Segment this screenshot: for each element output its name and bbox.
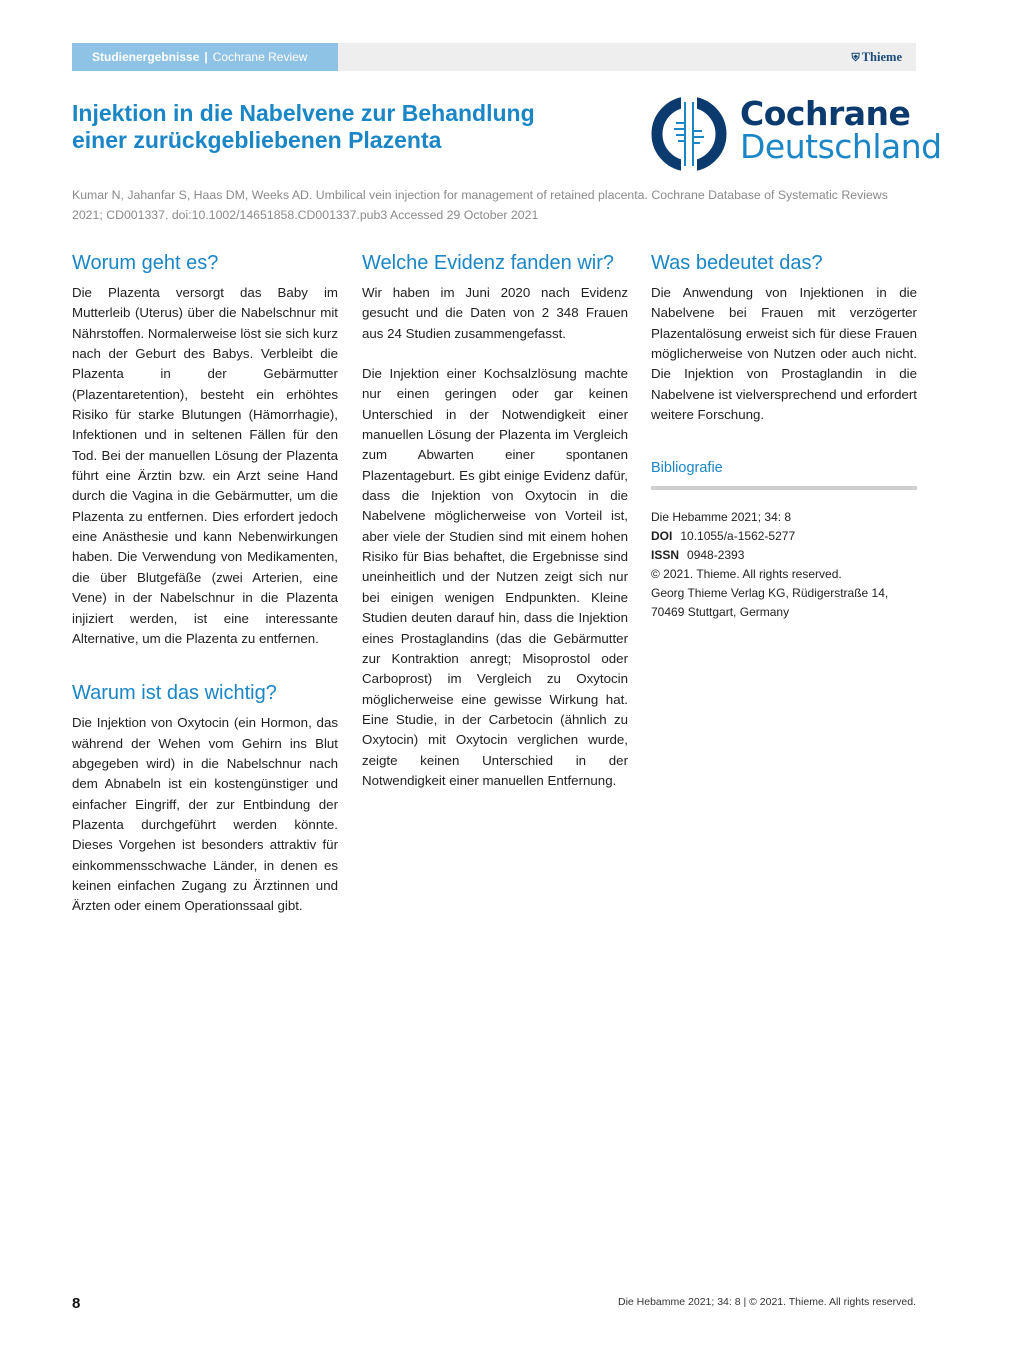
cochrane-circle-icon xyxy=(650,95,728,173)
bibliography-block xyxy=(651,508,917,622)
bibliography-address-2: 70469 Stuttgart, Germany xyxy=(651,605,790,620)
column-1 xyxy=(72,250,338,917)
column-2 xyxy=(362,250,628,791)
heading-evidenz: Welche Evidenz fanden wir? xyxy=(362,252,614,274)
section-separator: | xyxy=(204,50,208,64)
heading-was-bedeutet-das: Was bedeutet das? xyxy=(651,252,823,274)
issn-value: 0948-2393 xyxy=(687,548,745,563)
footer-text: Die Hebamme 2021; 34: 8 | © 2021. Thieme. All rights reserved. xyxy=(617,1296,916,1308)
paragraph-was-bedeutet-das: Die Anwendung von Injektionen in die Nabelvene bei Frauen mit verzögerter Plazentalösung erweist sich für diese Frauen möglicherweise von Nutzen oder auch nicht. Die Injektion von Prostaglandin in die Nabelvene ist vielversprechend und erfordert weitere Forschung. xyxy=(651,285,917,423)
bibliography-address-1: Georg Thieme Verlag KG, Rüdigerstraße 14, xyxy=(651,586,889,601)
bibliography-divider xyxy=(651,486,917,490)
doi-value: 10.1055/a-1562-5277 xyxy=(680,529,796,544)
paragraph-evidenz-2: Die Injektion einer Kochsalzlösung machte nur einen geringen oder gar keinen Unterschied in der Notwendigkeit einer manuellen Lösung der Plazenta im Vergleich zum Abwarten einer spontanen Plazentageburt. Es gibt einige Evidenz dafür, dass die Injektion von Oxytocin in die Nabelvene möglicherweise von Vorteil ist, aber viele der Studien sind mit einem hohen Risiko für Bias behaftet, die Ergebnisse sind uneinheitlich und der Nutzen zeigt sich nur bei einigen wenigen Endpunkten. Kleine Studien deuten darauf hin, dass die Injektion eines Prostaglandins (das die Gebärmutter zur Kontraktion anregt; Misoprostol oder Carboprost) im Vergleich zu Oxytocin möglicherweise eine gewisse Wirkung hat. Eine Studie, in der Carbetocin (ähnlich zu Oxytocin) mit Oxytocin verglichen wurde, zeigte keinen Unterschied in der Notwendigkeit einer manuellen Entfernung. xyxy=(362,366,628,788)
logo-line-2: Deutschland xyxy=(740,127,942,166)
paragraph-warum-wichtig: Die Injektion von Oxytocin (ein Hormon, das während der Wehen vom Gehirn ins Blut abgegeben wird) in die Nabelschnur nach dem Abnabeln ist ein kostengünstiger und einfacher Eingriff, der zur Entbindung der Plazenta durchgeführt werden könnte. Dieses Vorgehen ist besonders attraktiv für einkommensschwache Länder, in denen es keinen einfachen Zugang zu Ärztinnen und Ärzten oder einem Operationssaal gibt. xyxy=(72,715,338,914)
issn-label: ISSN xyxy=(651,548,680,563)
publisher-name: Thieme xyxy=(861,50,902,64)
bibliography-heading: Bibliografie xyxy=(651,460,723,477)
subsection-label: Cochrane Review xyxy=(212,50,308,64)
section-label: Studienergebnisse xyxy=(92,50,200,64)
citation: Kumar N, Jahanfar S, Haas DM, Weeks AD. Umbilical vein injection for management of retained placenta. Cochrane Database of Systematic Reviews 2021; CD001337. doi:10.1002/14651858.CD001337.pub3 Accessed 29 October 2021 xyxy=(72,188,888,222)
doi-label: DOI xyxy=(651,529,673,544)
bibliography-doi-row xyxy=(651,527,917,546)
heading-worum-geht-es: Worum geht es? xyxy=(72,252,219,274)
header-bar xyxy=(72,43,916,71)
column-3 xyxy=(651,250,917,622)
thieme-shield-icon: ⛨ xyxy=(851,52,860,64)
bibliography-issn-row xyxy=(651,546,917,565)
bibliography-journal: Die Hebamme 2021; 34: 8 xyxy=(651,510,792,525)
page-number: 8 xyxy=(72,1295,81,1312)
paragraph-evidenz-1: Wir haben im Juni 2020 nach Evidenz gesucht und die Daten von 2 348 Frauen aus 24 Studien zusammengefasst. xyxy=(362,285,628,341)
paragraph-worum-geht-es: Die Plazenta versorgt das Baby im Mutterleib (Uterus) über die Nabelschnur mit Nährstoffen. Normalerweise löst sie sich kurz nach der Geburt des Babys. Verbleibt die Plazenta in der Gebärmutter (Plazentaretention), besteht ein erhöhtes Risiko für starke Blutungen (Hämorrhagie), Infektionen und in seltenen Fällen für den Tod. Bei der manuellen Lösung der Plazenta führt eine Ärztin bzw. ein Arzt seine Hand durch die Vagina in die Gebärmutter, um die Plazenta zu entfernen. Dies erfordert jedoch eine Anästhesie und kann Nebenwirkungen haben. Die Verwendung von Medikamenten, die über Blutgefäße (zwei Arterien, eine Vene) in der Nabelschnur in die Plazenta injiziert werden, ist eine interessante Alternative, um die Plazenta zu entfernen. xyxy=(72,285,338,646)
section-tab xyxy=(72,43,338,71)
publisher-logo xyxy=(851,43,902,72)
cochrane-logo xyxy=(650,94,942,175)
bibliography-copyright: © 2021. Thieme. All rights reserved. xyxy=(651,567,842,582)
article-title: Injektion in die Nabelvene zur Behandlung einer zurückgebliebenen Plazenta xyxy=(72,100,535,153)
heading-warum-wichtig: Warum ist das wichtig? xyxy=(72,682,277,705)
logo-line-1: Cochrane xyxy=(740,94,911,133)
